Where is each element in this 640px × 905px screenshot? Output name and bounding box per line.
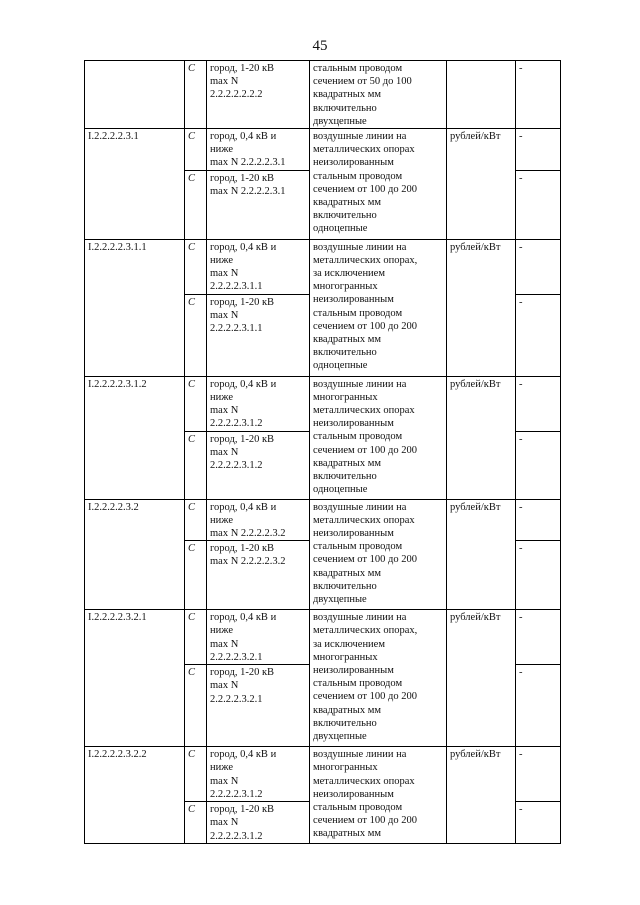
rate-symbol: C	[185, 610, 207, 665]
rate-symbol: C	[185, 541, 207, 610]
rate-condition: город, 1-20 кВ max N 2.2.2.2.3.1.2	[207, 802, 310, 844]
rate-symbol: C	[185, 431, 207, 499]
rate-value: -	[516, 665, 561, 747]
rate-symbol: C	[185, 802, 207, 844]
rate-value: -	[516, 499, 561, 541]
rate-symbol: C	[185, 294, 207, 376]
rate-condition: город, 1-20 кВ max N 2.2.2.2.3.2.1	[207, 665, 310, 747]
rate-symbol: C	[185, 129, 207, 171]
rate-condition: город, 1-20 кВ max N 2.2.2.2.3.1.1	[207, 294, 310, 376]
rate-symbol: C	[185, 499, 207, 541]
rate-value: -	[516, 170, 561, 239]
line-description: воздушные линии на металлических опорах, за исключением многогранных неизолированным стальным проводом сечением от 100 до 200 квадратных мм включительно двухцепные	[310, 610, 447, 747]
table-row	[85, 499, 561, 541]
table-row	[85, 376, 561, 431]
unit-of-measure: рублей/кВт	[447, 499, 516, 610]
unit-of-measure	[447, 61, 516, 129]
rate-condition: город, 0,4 кВ и ниже max N 2.2.2.2.3.1	[207, 129, 310, 171]
table-row	[85, 239, 561, 294]
row-code: I.2.2.2.2.3.1.2	[85, 376, 185, 499]
rate-condition: город, 1-20 кВ max N 2.2.2.2.3.1.2	[207, 431, 310, 499]
tariff-table	[84, 60, 561, 844]
unit-of-measure: рублей/кВт	[447, 239, 516, 376]
rate-value: -	[516, 129, 561, 171]
rate-condition: город, 1-20 кВ max N 2.2.2.2.3.2	[207, 541, 310, 610]
unit-of-measure: рублей/кВт	[447, 610, 516, 747]
line-description: стальным проводом сечением от 50 до 100 квадратных мм включительно двухцепные	[310, 61, 447, 129]
row-code: I.2.2.2.2.3.2.1	[85, 610, 185, 747]
rate-value: -	[516, 376, 561, 431]
rate-condition: город, 0,4 кВ и ниже max N 2.2.2.2.3.1.2	[207, 747, 310, 802]
rate-condition: город, 1-20 кВ max N 2.2.2.2.2.2.2	[207, 61, 310, 129]
row-code	[85, 61, 185, 129]
rate-value: -	[516, 747, 561, 802]
row-code: I.2.2.2.2.3.1.1	[85, 239, 185, 376]
rate-value: -	[516, 802, 561, 844]
row-code: I.2.2.2.2.3.1	[85, 129, 185, 240]
row-code: I.2.2.2.2.3.2.2	[85, 747, 185, 844]
line-description: воздушные линии на многогранных металлических опорах неизолированным стальным проводом сечением от 100 до 200 квадратных мм включительно одноцепные	[310, 376, 447, 499]
rate-condition: город, 1-20 кВ max N 2.2.2.2.3.1	[207, 170, 310, 239]
table-row	[85, 61, 561, 129]
table-row	[85, 129, 561, 171]
rate-value: -	[516, 431, 561, 499]
rate-condition: город, 0,4 кВ и ниже max N 2.2.2.2.3.2	[207, 499, 310, 541]
rate-symbol: C	[185, 376, 207, 431]
page-number: 45	[312, 38, 328, 54]
rate-value: -	[516, 610, 561, 665]
line-description: воздушные линии на металлических опорах, за исключением многогранных неизолированным стальным проводом сечением от 100 до 200 квадратных мм включительно одноцепные	[310, 239, 447, 376]
rate-value: -	[516, 294, 561, 376]
rate-condition: город, 0,4 кВ и ниже max N 2.2.2.2.3.2.1	[207, 610, 310, 665]
unit-of-measure: рублей/кВт	[447, 129, 516, 240]
unit-of-measure: рублей/кВт	[447, 747, 516, 844]
rate-symbol: C	[185, 239, 207, 294]
rate-value: -	[516, 61, 561, 129]
rate-symbol: C	[185, 665, 207, 747]
rate-value: -	[516, 239, 561, 294]
line-description: воздушные линии на металлических опорах неизолированным стальным проводом сечением от 100 до 200 квадратных мм включительно одноцепные	[310, 129, 447, 240]
table-row	[85, 610, 561, 665]
rate-symbol: C	[185, 747, 207, 802]
rate-condition: город, 0,4 кВ и ниже max N 2.2.2.2.3.1.1	[207, 239, 310, 294]
row-code: I.2.2.2.2.3.2	[85, 499, 185, 610]
rate-condition: город, 0,4 кВ и ниже max N 2.2.2.2.3.1.2	[207, 376, 310, 431]
rate-symbol: C	[185, 61, 207, 129]
rate-symbol: C	[185, 170, 207, 239]
line-description: воздушные линии на многогранных металлических опорах неизолированным стальным проводом сечением от 100 до 200 квадратных мм	[310, 747, 447, 844]
table-row	[85, 747, 561, 802]
line-description: воздушные линии на металлических опорах неизолированным стальным проводом сечением от 100 до 200 квадратных мм включительно двухцепные	[310, 499, 447, 610]
rate-value: -	[516, 541, 561, 610]
unit-of-measure: рублей/кВт	[447, 376, 516, 499]
